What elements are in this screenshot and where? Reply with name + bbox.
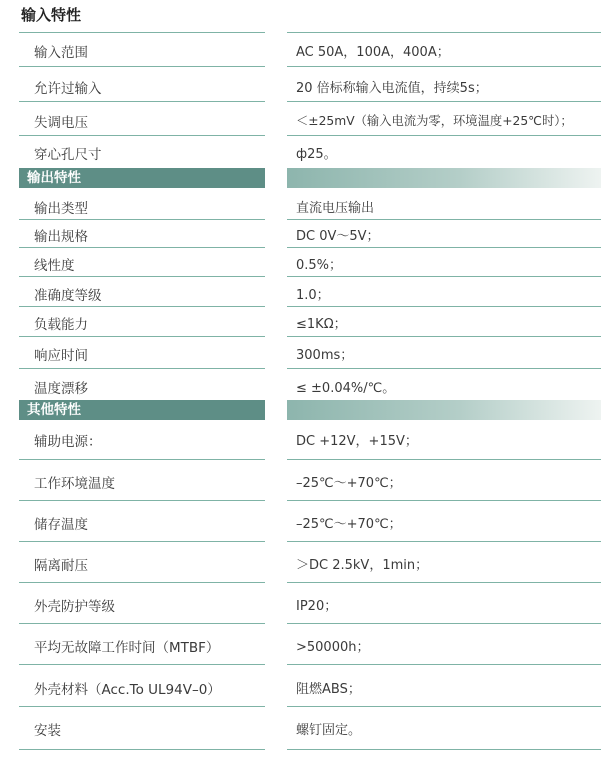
divider	[19, 101, 265, 102]
divider	[19, 135, 265, 136]
row-value: 20 倍标称输入电流值，持续5s；	[296, 81, 488, 96]
row-label: 失调电压	[34, 115, 88, 131]
row-label: 外壳材料（Acc.To UL94V–0）	[34, 682, 221, 698]
row-label: 负载能力	[34, 317, 88, 333]
row-value: ＞DC 2.5kV，1min；	[296, 558, 429, 573]
row-label: 外壳防护等级	[34, 599, 115, 615]
divider	[19, 306, 265, 307]
divider	[287, 66, 601, 67]
divider	[287, 459, 601, 460]
divider	[19, 459, 265, 460]
divider	[19, 336, 265, 337]
divider	[287, 368, 601, 369]
section-header-output	[19, 168, 265, 188]
row-value: ф25。	[296, 147, 337, 162]
row-value: 1.0；	[296, 288, 330, 303]
divider	[19, 276, 265, 277]
row-value: DC 0V～5V；	[296, 229, 380, 244]
row-value: 300ms；	[296, 348, 354, 363]
row-label: 储存温度	[34, 517, 88, 533]
section-title-other: 其他特性	[27, 402, 81, 418]
divider	[287, 336, 601, 337]
divider	[19, 664, 265, 665]
section-header-bar	[287, 168, 601, 188]
divider	[19, 749, 265, 750]
divider	[19, 66, 265, 67]
row-value: IP20；	[296, 599, 338, 614]
divider	[19, 368, 265, 369]
section-header-other	[19, 400, 265, 420]
row-value: –25℃～+70℃；	[296, 517, 402, 532]
divider	[287, 541, 601, 542]
divider	[287, 276, 601, 277]
row-value: ≤ ±0.04%/℃。	[296, 381, 396, 396]
divider	[287, 749, 601, 750]
divider	[19, 623, 265, 624]
divider	[19, 219, 265, 220]
divider	[19, 541, 265, 542]
divider	[287, 306, 601, 307]
divider	[19, 500, 265, 501]
divider	[19, 706, 265, 707]
divider	[19, 32, 265, 33]
row-value: ＜±25mV（输入电流为零，环境温度+25℃时）；	[296, 114, 573, 128]
divider	[287, 247, 601, 248]
divider	[287, 32, 601, 33]
row-value: 直流电压输出	[296, 201, 375, 216]
divider	[19, 582, 265, 583]
row-label: 辅助电源：	[34, 434, 102, 450]
row-label: 输出规格	[34, 229, 88, 245]
section-title-output: 输出特性	[27, 170, 81, 186]
row-value: >50000h；	[296, 640, 370, 655]
row-label: 平均无故障工作时间（MTBF）	[34, 640, 220, 656]
divider	[287, 135, 601, 136]
row-value: 0.5%；	[296, 258, 343, 273]
divider	[287, 500, 601, 501]
section-title-input: 输入特性	[21, 6, 82, 24]
divider	[287, 101, 601, 102]
row-value: DC +12V，+15V；	[296, 434, 418, 449]
divider	[287, 664, 601, 665]
row-label: 隔离耐压	[34, 558, 88, 574]
row-value: 阻燃ABS；	[296, 682, 361, 697]
divider	[19, 247, 265, 248]
row-value: AC 50A，100A，400A；	[296, 45, 450, 60]
row-label: 安装	[34, 723, 61, 739]
row-label: 温度漂移	[34, 381, 88, 397]
row-value: 螺钉固定。	[296, 723, 362, 738]
divider	[287, 219, 601, 220]
row-label: 工作环境温度	[34, 476, 115, 492]
row-value: ≤1KΩ；	[296, 317, 347, 332]
row-label: 准确度等级	[34, 288, 102, 304]
row-label: 允许过输入	[34, 81, 102, 97]
section-header-bar	[287, 400, 601, 420]
divider	[287, 706, 601, 707]
row-label: 响应时间	[34, 348, 88, 364]
row-label: 穿心孔尺寸	[34, 147, 102, 163]
row-label: 输出类型	[34, 201, 88, 217]
row-label: 输入范围	[34, 45, 88, 61]
row-value: –25℃～+70℃；	[296, 476, 402, 491]
row-label: 线性度	[34, 258, 75, 274]
divider	[287, 623, 601, 624]
divider	[287, 582, 601, 583]
